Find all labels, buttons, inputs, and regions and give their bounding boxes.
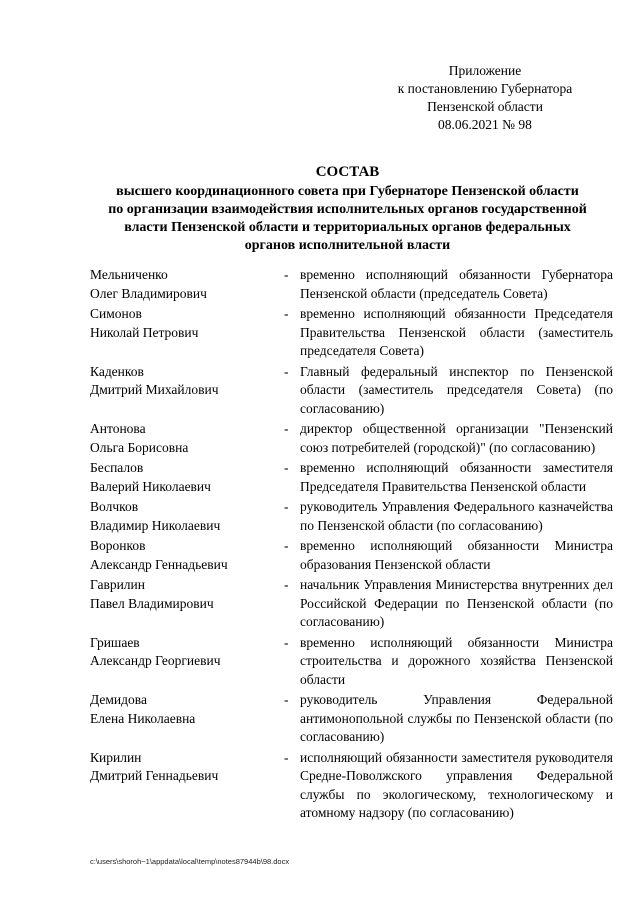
member-given-name: Владимир Николаевич: [90, 517, 221, 533]
member-surname: Мельниченко: [90, 267, 168, 282]
member-row: [90, 305, 613, 361]
title-line-4: органов исполнительной власти: [244, 238, 451, 253]
appendix-date-number: 08.06.2021 № 98: [438, 117, 532, 132]
member-name: [90, 537, 280, 574]
members-list: [90, 266, 613, 825]
appendix-decree-ref: к постановлению Губернатора: [397, 81, 573, 96]
member-given-name: Александр Геннадьевич: [90, 556, 228, 572]
member-row: [90, 576, 613, 632]
member-name: [90, 305, 280, 361]
member-name: [90, 634, 280, 690]
member-name: [90, 459, 280, 496]
member-surname: Кирилин: [90, 749, 142, 765]
member-given-name: Николай Петрович: [90, 324, 199, 340]
member-role: временно исполняющий обязанности заместителя Председателя Правительства Пензенской области: [300, 460, 613, 494]
member-surname: Волчков: [90, 499, 139, 514]
file-path-footer: c:\users\shoroh~1\appdata\local\temp\notes87944b\98.docx: [90, 857, 290, 866]
member-row: [90, 749, 613, 823]
member-given-name: Александр Георгиевич: [90, 653, 221, 668]
member-surname: Каденков: [90, 363, 144, 379]
member-name: [90, 498, 280, 535]
member-name: [90, 420, 280, 457]
member-surname: Симонов: [90, 306, 142, 321]
member-row: [90, 363, 613, 419]
title-line-1: высшего координационного совета при Губернаторе Пензенской области: [116, 184, 579, 199]
member-name: [90, 749, 280, 823]
member-name: [90, 363, 280, 419]
member-dash: -: [284, 499, 289, 514]
appendix-region: Пензенской области: [427, 99, 543, 114]
member-dash: -: [284, 692, 289, 707]
member-given-name: Ольга Борисовна: [90, 439, 189, 455]
appendix-header: [380, 62, 590, 134]
member-role: Главный федеральный инспектор по Пензенской области (заместитель председателя Совета) (по согласованию): [300, 363, 613, 416]
member-role: руководитель Управления Федерального казначейства по Пензенской области (по согласованию): [300, 499, 613, 533]
member-role: временно исполняющий обязанности Министра строительства и дорожного хозяйства Пензенской области: [300, 634, 613, 687]
member-given-name: Елена Николаевна: [90, 710, 196, 726]
member-role: начальник Управления Министерства внутренних дел Российской Федерации по Пензенской области (по согласованию): [300, 577, 613, 629]
member-given-name: Дмитрий Геннадьевич: [90, 768, 219, 783]
member-row: [90, 537, 613, 574]
member-row: [90, 634, 613, 690]
member-dash: -: [284, 421, 289, 436]
member-surname: Демидова: [90, 692, 147, 707]
member-row: [90, 420, 613, 457]
member-dash: -: [284, 749, 289, 765]
member-role: исполняющий обязанности заместителя руководителя Средне-Поволжского управления Федеральной службы по экологическому, технологическому и атомному надзору (по согласованию): [300, 749, 613, 820]
member-role: временно исполняющий обязанности Губернатора Пензенской области (председатель Совета): [300, 267, 613, 301]
title-heading: СОСТАВ: [315, 164, 380, 180]
member-role: руководитель Управления Федеральной антимонопольной службы по Пензенской области (по согласованию): [300, 692, 613, 744]
member-given-name: Павел Владимирович: [90, 595, 214, 611]
member-name: [90, 576, 280, 632]
title-line-3: власти Пензенской области и территориальных органов федеральных: [124, 220, 571, 235]
member-dash: -: [284, 538, 289, 553]
member-dash: -: [284, 460, 289, 475]
member-given-name: Валерий Николаевич: [90, 478, 211, 494]
member-dash: -: [284, 306, 289, 321]
member-role: директор общественной организации "Пензенский союз потребителей (городской)" (по согласованию): [300, 421, 613, 455]
member-dash: -: [284, 577, 289, 592]
member-surname: Воронков: [90, 538, 146, 553]
member-surname: Антонова: [90, 421, 146, 436]
document-title: [80, 163, 615, 255]
member-name: [90, 691, 280, 747]
member-row: [90, 266, 613, 303]
member-role: временно исполняющий обязанности Министра образования Пензенской области: [300, 538, 613, 572]
member-dash: -: [284, 634, 289, 650]
member-surname: Гаврилин: [90, 577, 145, 592]
member-surname: Беспалов: [90, 460, 144, 475]
member-dash: -: [284, 363, 289, 379]
title-line-2: по организации взаимодействия исполнительных органов государственной: [108, 202, 587, 217]
member-role: временно исполняющий обязанности Председателя Правительства Пензенской области (заместитель председателя Совета): [300, 306, 613, 358]
member-row: [90, 498, 613, 535]
member-name: [90, 266, 280, 303]
appendix-label: Приложение: [448, 63, 522, 78]
member-row: [90, 691, 613, 747]
member-given-name: Олег Владимирович: [90, 285, 207, 301]
member-surname: Гришаев: [90, 634, 140, 650]
member-dash: -: [284, 267, 289, 282]
member-given-name: Дмитрий Михайлович: [90, 382, 219, 397]
member-row: [90, 459, 613, 496]
